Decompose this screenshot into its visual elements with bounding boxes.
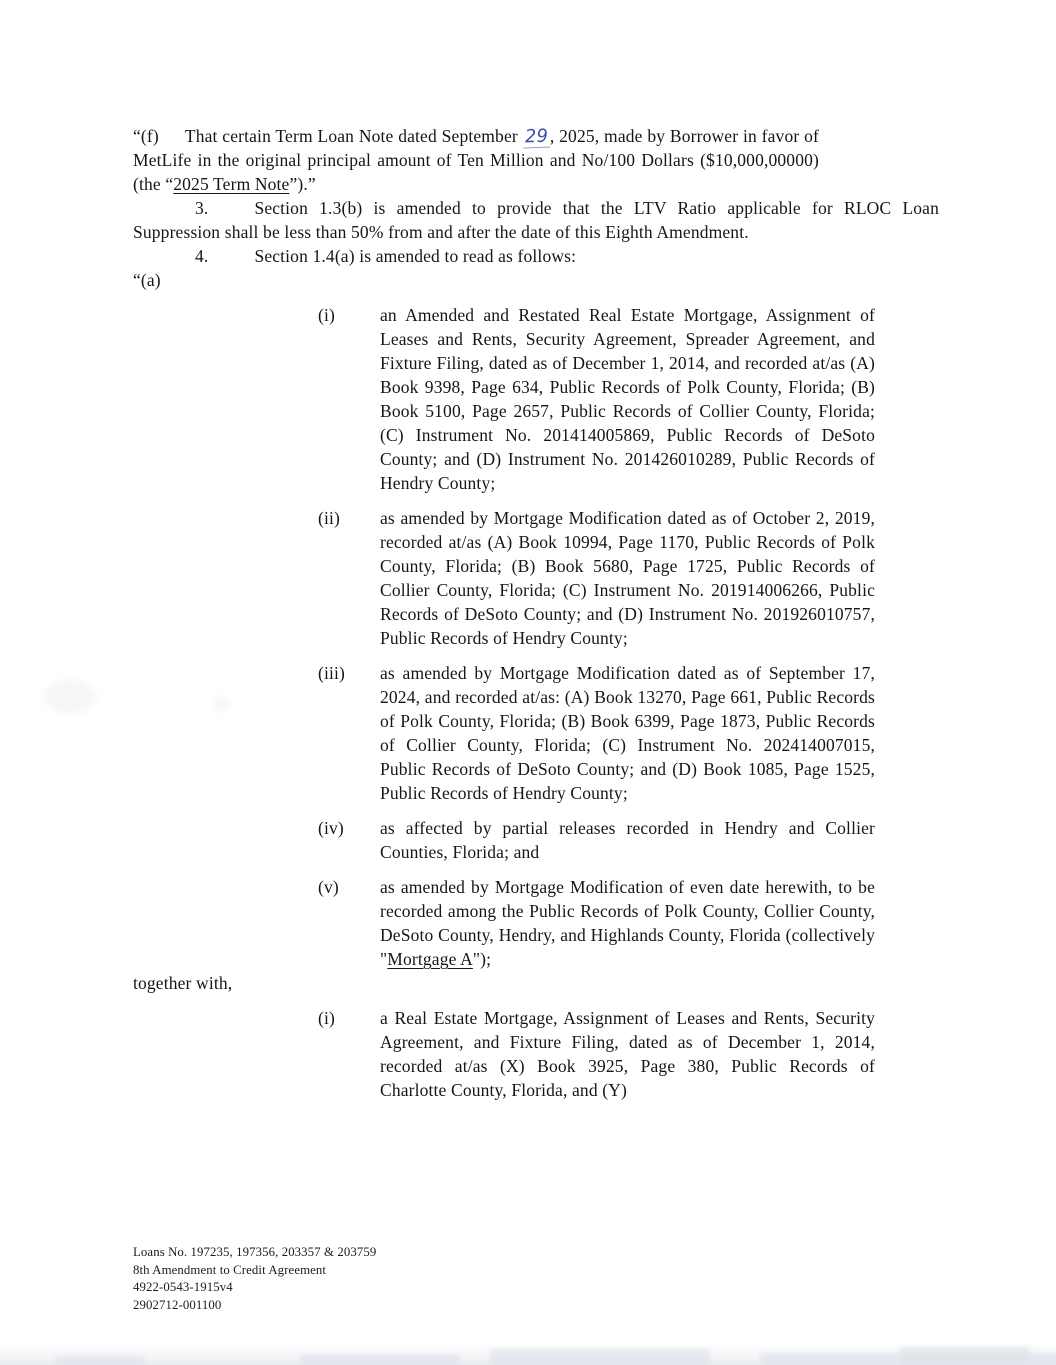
list-item-iii: [318, 661, 939, 805]
paragraph-4-text: Section 1.4(a) is amended to read as follows:: [254, 246, 577, 266]
document-body: [133, 124, 939, 1102]
defined-term-2025-term-note: 2025 Term Note: [173, 174, 290, 194]
mortgage-b-item-i-label: (i): [318, 1008, 335, 1028]
document-footer: [133, 1244, 376, 1314]
footer-amendment-line: 8th Amendment to Credit Agreement: [133, 1262, 327, 1277]
scan-noise-blob: [900, 1347, 1030, 1365]
list-item-v-label: (v): [318, 877, 339, 897]
list-item-i: [318, 303, 939, 495]
list-item-iv: [318, 816, 939, 864]
paragraph-4: [133, 244, 939, 268]
paragraph-f-text-1: That certain Term Loan Note dated September: [184, 126, 523, 146]
footer-matter-number-line: 2902712-001100: [133, 1297, 222, 1312]
list-item-ii: [318, 506, 939, 650]
paragraph-f-text-2: , 2025, made by Borrower in favor of MetLife in the original principal amount of Ten Million and No/100 Dollars ($10,000,00000) (the “: [133, 126, 819, 194]
list-item-v-text: [380, 875, 875, 971]
mortgage-b-item-i: [318, 1006, 939, 1102]
scan-smudge-artifact: [214, 696, 230, 712]
scan-smudge-artifact: [44, 680, 96, 714]
footer-doc-version-line: 4922-0543-1915v4: [133, 1280, 233, 1294]
list-item-ii-text: as amended by Mortgage Modification dated as of October 2, 2019, recorded at/as (A) Book 10994, Page 1170, Public Records of Polk County, Florida; (B) Book 5680, Page 1725, Public Records of Collier County, Florida; (C) Instrument No. 201914006266, Public Records of DeSoto County; and (D) Instrument No. 201926010757, Public Records of Hendry County;: [380, 508, 875, 648]
list-item-iv-label: (iv): [318, 818, 344, 838]
list-item-i-label: (i): [318, 305, 335, 325]
paragraph-3-number: 3.: [195, 198, 209, 218]
subsection-a-label: “(a): [133, 270, 161, 290]
list-item-v-text-1: as amended by Mortgage Modification of even date herewith, to be recorded among the Public Records of Polk County, Collier County, DeSoto County, Hendry, and Highlands County, Florida (collectively ": [380, 877, 875, 969]
list-item-i-text: an Amended and Restated Real Estate Mortgage, Assignment of Leases and Rents, Security Agreement, Spreader Agreement, and Fixture Filing, dated as of December 1, 2014, and recorded at/as (A) Book 9398, Page 634, Public Records of Polk County, Florida; (B) Book 5100, Page 2657, Public Records of Collier County, Florida; (C) Instrument No. 201414005869, Public Records of DeSoto County; and (D) Instrument No. 201426010289, Public Records of Hendry County;: [380, 305, 875, 493]
defined-term-mortgage-a: Mortgage A: [387, 949, 473, 969]
list-item-v: [318, 875, 939, 971]
paragraph-f-text-3: ”).”: [289, 174, 316, 194]
mortgage-b-item-i-text: a Real Estate Mortgage, Assignment of Leases and Rents, Security Agreement, and Fixture Filing, dated as of December 1, 2014, recorded at/as (X) Book 3925, Page 380, Public Records of Charlotte County, Florida, and (Y): [380, 1008, 875, 1100]
list-item-ii-label: (ii): [318, 508, 340, 528]
scan-noise-blob: [300, 1354, 460, 1365]
list-item-v-text-2: ");: [472, 949, 492, 969]
list-item-iii-label: (iii): [318, 663, 345, 683]
list-item-iv-text: as affected by partial releases recorded in Hendry and Collier Counties, Florida; and: [380, 818, 875, 862]
list-item-iii-text: as amended by Mortgage Modification dated as of September 17, 2024, and recorded at/as: (A) Book 13270, Page 661, Public Records of Polk County, Florida; (B) Book 6399, Page 1873, Public Records of Collier County, Florida; (C) Instrument No. 202414007015, Public Records of DeSoto County; and (D) Book 1085, Page 1525, Public Records of Hendry County;: [380, 663, 875, 803]
paragraph-4-number: 4.: [195, 246, 209, 266]
bottom-scan-artifact: [0, 1343, 1056, 1365]
handwritten-date: 29: [522, 127, 550, 149]
paragraph-f: [133, 124, 819, 196]
paragraph-3-text: Section 1.3(b) is amended to provide that the LTV Ratio applicable for RLOC Loan Suppression shall be less than 50% from and after the date of this Eighth Amendment.: [133, 198, 939, 242]
together-with-line: together with,: [133, 973, 233, 993]
scan-noise-blob: [55, 1356, 145, 1365]
paragraph-3: [133, 196, 939, 244]
footer-loans-line: Loans No. 197235, 197356, 203357 & 203759: [133, 1245, 377, 1259]
paragraph-f-label: “(f): [133, 126, 159, 146]
scan-noise-blob: [490, 1349, 710, 1365]
